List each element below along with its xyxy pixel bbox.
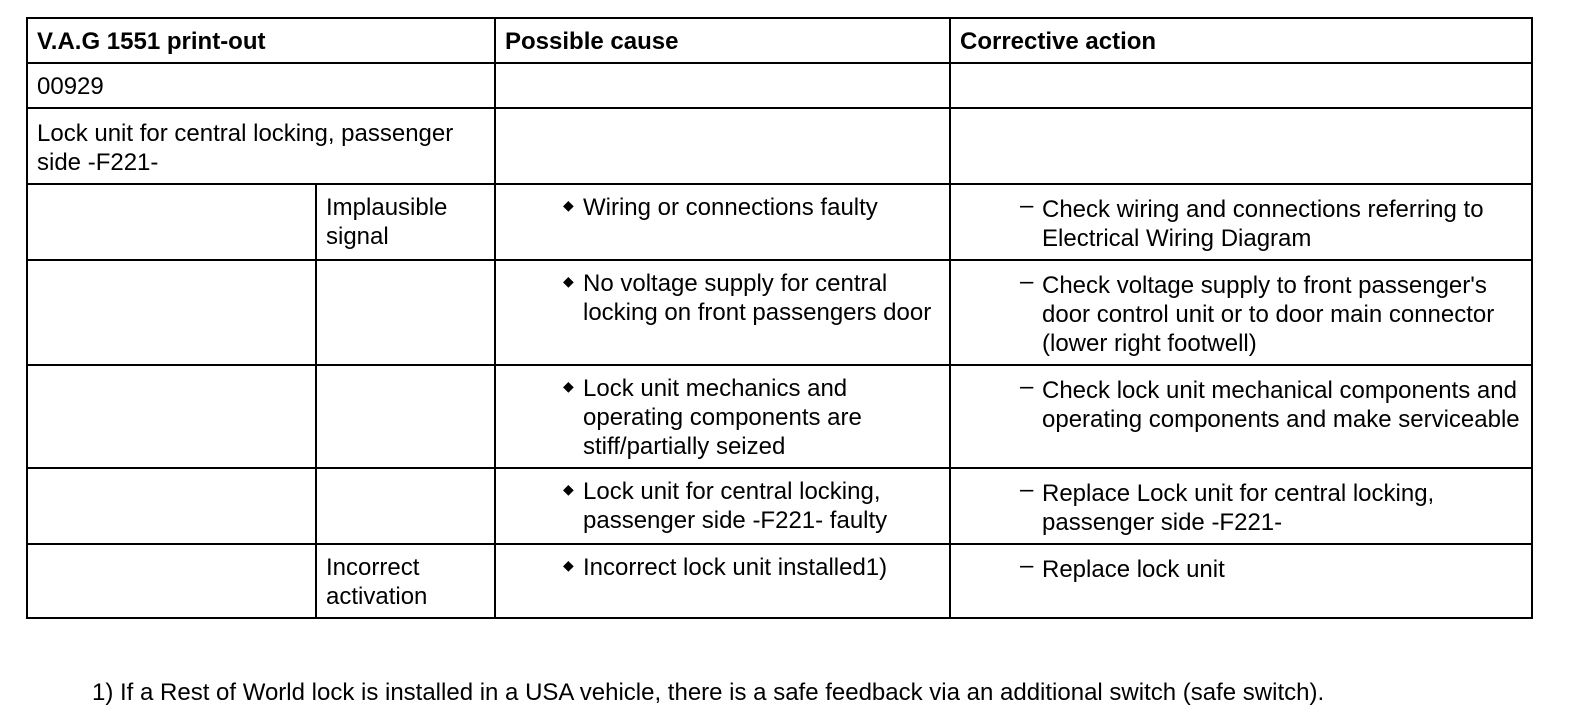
symptom-cell xyxy=(316,365,495,468)
fault-table xyxy=(26,17,1533,619)
cause-text: No voltage supply for central locking on front passengers door xyxy=(583,270,932,326)
action-text: Replace lock unit xyxy=(1042,556,1225,583)
symptom-cell: Implausible signal xyxy=(316,184,495,260)
cause-text: Lock unit mechanics and operating components are stiff/partially seized xyxy=(583,375,862,460)
symptom-cell xyxy=(316,468,495,544)
empty-cell xyxy=(950,63,1532,108)
table-row xyxy=(27,260,1532,365)
action-cell xyxy=(950,260,1532,365)
bullet-icon: ◆ xyxy=(563,378,574,394)
cause-cell xyxy=(495,468,950,544)
action-cell xyxy=(950,468,1532,544)
action-cell xyxy=(950,365,1532,468)
dash-icon: – xyxy=(1020,373,1034,400)
cause-cell xyxy=(495,260,950,365)
table-row xyxy=(27,544,1532,618)
bullet-icon: ◆ xyxy=(563,273,574,289)
cause-text: Wiring or connections faulty xyxy=(583,194,878,221)
fault-code: 00929 xyxy=(27,63,495,108)
action-text: Check voltage supply to front passenger's door control unit or to door main connector (lower right footwell) xyxy=(1042,272,1495,357)
empty-cell xyxy=(495,63,950,108)
dash-icon: – xyxy=(1020,552,1034,579)
empty-cell xyxy=(27,260,316,365)
footnote: 1) If a Rest of World lock is installed in a USA vehicle, there is a safe feedback via an additional switch (safe switch). xyxy=(92,679,1325,706)
action-cell xyxy=(950,184,1532,260)
dash-icon: – xyxy=(1020,476,1034,503)
header-cause: Possible cause xyxy=(495,18,950,63)
cause-cell xyxy=(495,184,950,260)
symptom-cell: Incorrect activation xyxy=(316,544,495,618)
cause-text: Lock unit for central locking, passenger side -F221- faulty xyxy=(583,478,888,534)
empty-cell xyxy=(27,365,316,468)
empty-cell xyxy=(495,108,950,184)
table-row xyxy=(27,468,1532,544)
action-text: Check lock unit mechanical components and operating components and make serviceable xyxy=(1042,377,1520,433)
dash-icon: – xyxy=(1020,268,1034,295)
header-printout: V.A.G 1551 print-out xyxy=(27,18,495,63)
component-row xyxy=(27,108,1532,184)
component-name: Lock unit for central locking, passenger side -F221- xyxy=(27,108,495,184)
empty-cell xyxy=(27,184,316,260)
empty-cell xyxy=(27,544,316,618)
cause-cell xyxy=(495,365,950,468)
symptom-cell xyxy=(316,260,495,365)
fault-code-row xyxy=(27,63,1532,108)
header-row xyxy=(27,18,1532,63)
action-cell xyxy=(950,544,1532,618)
empty-cell xyxy=(950,108,1532,184)
table-row xyxy=(27,184,1532,260)
header-action: Corrective action xyxy=(950,18,1532,63)
bullet-icon: ◆ xyxy=(563,481,574,497)
empty-cell xyxy=(27,468,316,544)
bullet-icon: ◆ xyxy=(563,197,574,213)
bullet-icon: ◆ xyxy=(563,557,574,573)
table-row xyxy=(27,365,1532,468)
cause-cell xyxy=(495,544,950,618)
action-text: Replace Lock unit for central locking, passenger side -F221- xyxy=(1042,480,1435,536)
dash-icon: – xyxy=(1020,192,1034,219)
cause-text: Incorrect lock unit installed1) xyxy=(583,554,888,581)
action-text: Check wiring and connections referring to Electrical Wiring Diagram xyxy=(1042,196,1484,252)
